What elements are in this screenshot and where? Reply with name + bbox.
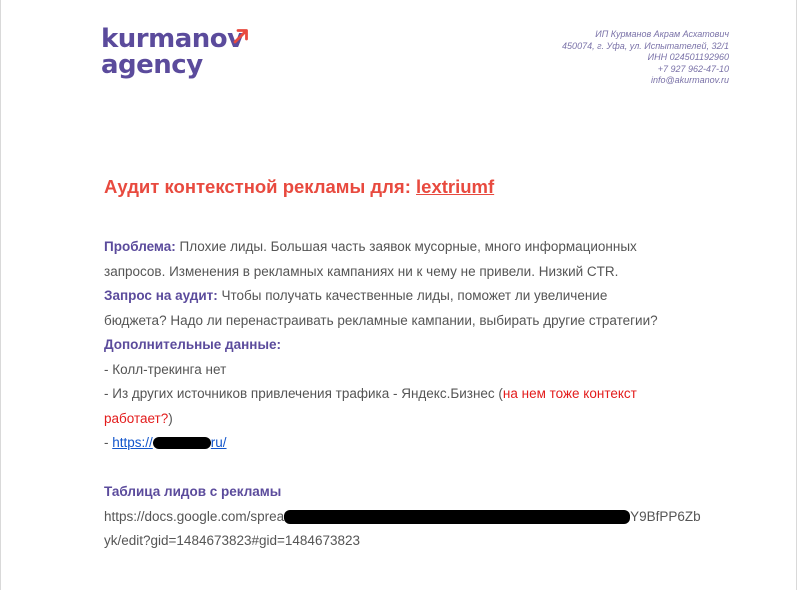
contact-name: ИП Курманов Акрам Асхатович xyxy=(595,29,729,39)
extra-item-2-text: - Из других источников привлечения трафика - Яндекс.Бизнес ( xyxy=(104,386,503,401)
extra-item-2-cont xyxy=(104,407,744,432)
leads-url-start[interactable]: https://docs.google.com/sprea xyxy=(104,508,285,524)
contact-phone: +7 927 962-47-10 xyxy=(657,63,729,74)
title-prefix: Аудит контекстной рекламы для: xyxy=(104,176,417,197)
logo-line2: agency xyxy=(101,50,203,80)
site-link-start: https:// xyxy=(112,435,153,450)
problem-text-1: Плохие лиды. Большая часть заявок мусорные, много информационных xyxy=(175,239,637,254)
extra-item-2-note-2: работает? xyxy=(104,410,169,426)
redaction-mark xyxy=(284,510,630,524)
page-title xyxy=(104,176,494,198)
request-line-2 xyxy=(104,309,744,334)
extra-item-3-prefix: - xyxy=(104,435,113,450)
site-link-end: ru/ xyxy=(210,435,227,450)
site-link[interactable] xyxy=(112,435,226,450)
request-label: Запрос на аудит: xyxy=(104,288,218,303)
leads-label: Таблица лидов с рекламы xyxy=(104,484,282,499)
client-link[interactable]: lextriumf xyxy=(416,176,495,197)
document-body xyxy=(104,235,744,554)
extra-item-1 xyxy=(104,358,744,383)
extra-item-2-note: на нем тоже контекст xyxy=(502,386,637,401)
extra-item-2 xyxy=(104,382,744,407)
leads-url-end[interactable]: Y9BfPP6Zb xyxy=(630,508,701,524)
contact-email: info@akurmanov.ru xyxy=(650,75,729,85)
leads-label-line xyxy=(104,480,744,505)
extra-item-2-close: ) xyxy=(168,410,173,426)
logo-line1: kurmanov xyxy=(101,24,244,54)
problem-label: Проблема: xyxy=(104,239,176,254)
request-text-2: бюджета? Надо ли перенастраивать рекламные кампании, выбирать другие стратегии? xyxy=(104,312,658,328)
request-text-1: Чтобы получать качественные лиды, поможет ли увеличение xyxy=(217,288,608,303)
extra-item-3 xyxy=(104,431,744,456)
extra-item-1-text: - Колл-трекинга нет xyxy=(104,361,227,377)
extra-label: Дополнительные данные: xyxy=(104,337,281,352)
contact-inn: ИНН 024501192960 xyxy=(647,52,729,62)
contact-address: 450074, г. Уфа, ул. Испытателей, 32/1 xyxy=(562,40,729,51)
redaction-mark xyxy=(153,437,211,449)
spacer xyxy=(104,456,744,481)
problem-line-1 xyxy=(104,235,744,260)
agency-logo xyxy=(101,26,244,78)
arrow-up-right-icon xyxy=(233,28,249,44)
request-line-1 xyxy=(104,284,744,309)
leads-url-line-1 xyxy=(104,505,744,530)
problem-text-2: запросов. Изменения в рекламных кампаниях ни к чему не привели. Низкий CTR. xyxy=(104,263,619,279)
contact-info xyxy=(562,29,729,87)
leads-url-line-2 xyxy=(104,529,744,554)
leads-url-line-2-text[interactable]: yk/edit?gid=1484673823#gid=1484673823 xyxy=(104,533,360,548)
problem-line-2 xyxy=(104,260,744,285)
extra-label-line xyxy=(104,333,744,358)
